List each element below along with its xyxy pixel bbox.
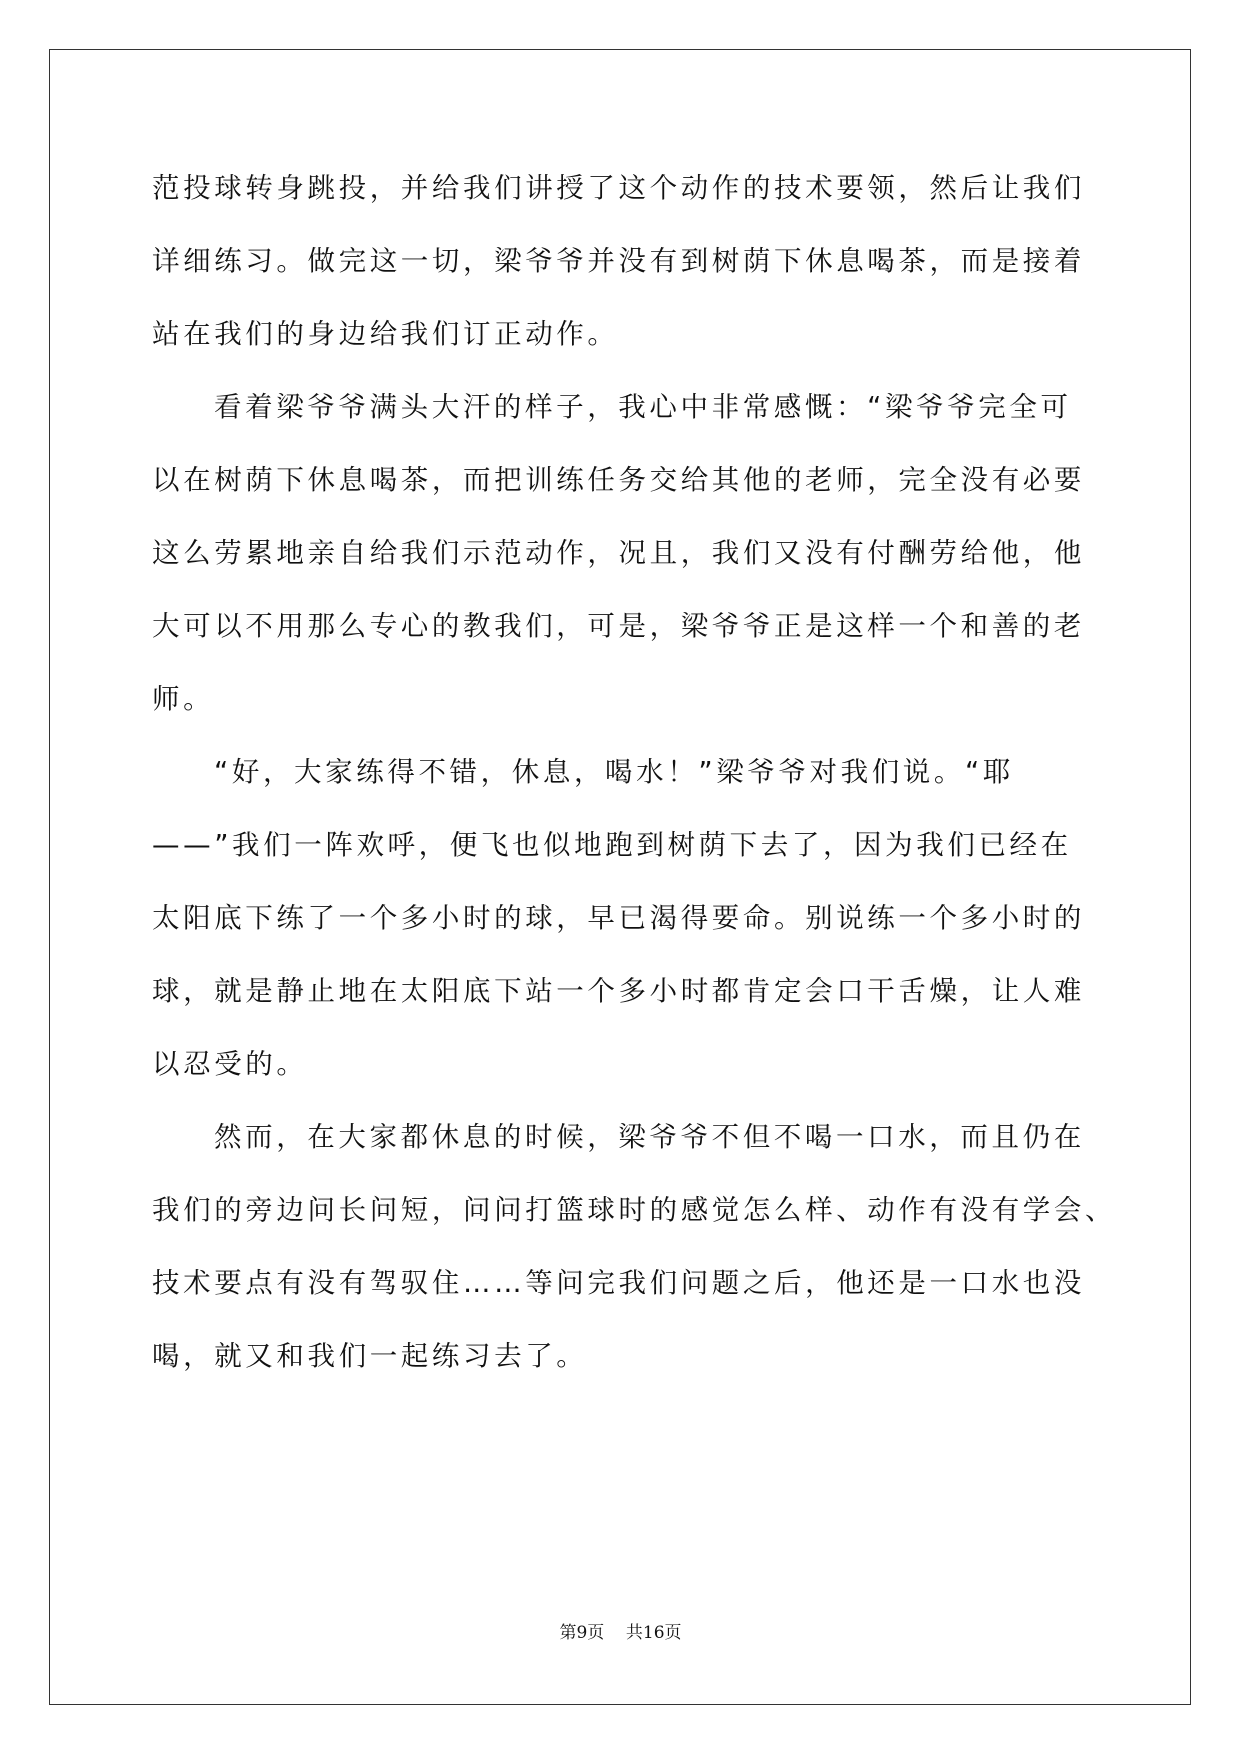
page-footer	[0, 1618, 1241, 1643]
text-line-1: 范投球转身跳投，并给我们讲授了这个动作的技术要领，然后让我们	[152, 172, 1085, 204]
text-line-16: 技术要点有没有驾驭住……等问完我们问题之后，他还是一口水也没	[152, 1267, 1085, 1299]
total-label-suffix: 页	[664, 1623, 682, 1643]
text-line-5: 以在树荫下休息喝茶，而把训练任务交给其他的老师，完全没有必要	[152, 464, 1085, 496]
text-line-10: ——”我们一阵欢呼，便飞也似地跑到树荫下去了，因为我们已经在	[152, 829, 1072, 861]
total-label-prefix: 共	[625, 1623, 643, 1643]
text-line-13: 以忍受的。	[152, 1048, 308, 1080]
text-line-3: 站在我们的身边给我们订正动作。	[152, 318, 619, 350]
text-line-7: 大可以不用那么专心的教我们，可是，梁爷爷正是这样一个和善的老	[152, 610, 1085, 642]
page-label-prefix: 第	[559, 1623, 577, 1643]
total-page-count: 16	[642, 1623, 665, 1643]
page-border	[49, 49, 1191, 1705]
text-line-15: 我们的旁边问长问短，问问打篮球时的感觉怎么样、动作有没有学会、	[152, 1194, 1117, 1226]
current-page-number: 9	[576, 1623, 588, 1643]
text-line-11: 太阳底下练了一个多小时的球，早已渴得要命。别说练一个多小时的	[152, 902, 1085, 934]
text-line-17: 喝，就又和我们一起练习去了。	[152, 1340, 588, 1372]
text-line-8: 师。	[152, 683, 215, 715]
text-line-6: 这么劳累地亲自给我们示范动作，况且，我们又没有付酬劳给他，他	[152, 537, 1085, 569]
text-line-2: 详细练习。做完这一切，梁爷爷并没有到树荫下休息喝茶，而是接着	[152, 245, 1085, 277]
text-line-9: “好，大家练得不错，休息，喝水！”梁爷爷对我们说。“耶	[214, 756, 1014, 788]
text-line-14: 然而，在大家都休息的时候，梁爷爷不但不喝一口水，而且仍在	[214, 1121, 1085, 1153]
page-label-suffix: 页	[587, 1623, 605, 1643]
text-line-12: 球，就是静止地在太阳底下站一个多小时都肯定会口干舌燥，让人难	[152, 975, 1085, 1007]
text-line-4: 看着梁爷爷满头大汗的样子，我心中非常感慨：“梁爷爷完全可	[214, 391, 1072, 423]
